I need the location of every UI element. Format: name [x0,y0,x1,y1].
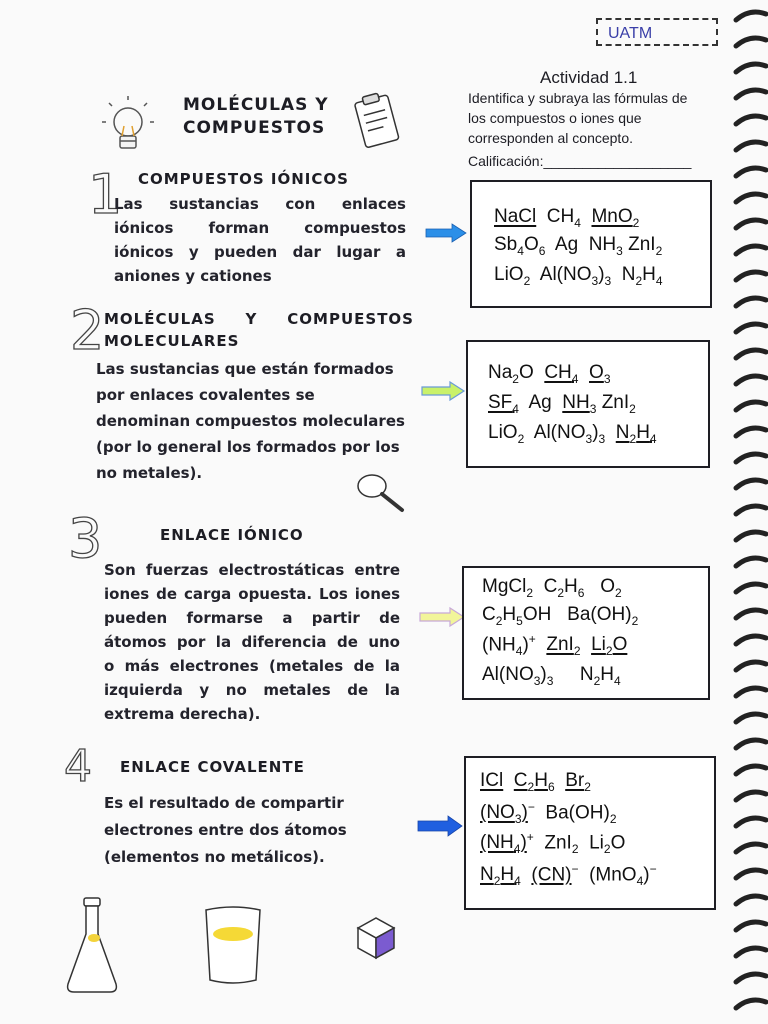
section-number: 1 [88,163,123,226]
spiral-coil [736,64,766,72]
body-line: Las sustancias que están formados [96,360,394,378]
section-title [104,308,414,352]
lightbulb-icon [100,96,156,162]
spiral-coil [736,636,766,644]
spiral-coil [736,298,766,306]
spiral-coil [736,922,766,930]
spiral-coil [736,844,766,852]
spiral-coil [736,740,766,748]
spiral-coil [736,870,766,878]
spiral-coil [736,688,766,696]
section-title: ENLACE IÓNICO [160,526,304,544]
body-line: Las sustancias con enlaces [114,195,406,213]
section-title-line: MOLECULARES [104,332,240,350]
formula-line: $(NO_3)^-$ $Ba(OH)_2$ [480,800,617,827]
body-line: Son fuerzas electrostáticas entre [104,561,400,579]
spiral-coil [736,402,766,410]
spiral-coil [736,818,766,826]
spiral-coil [736,792,766,800]
spiral-coil [736,350,766,358]
arrow-icon [418,606,466,628]
body-line: iones de carga opuesta. Los iones [104,585,400,603]
formula-line: $Al(NO_3)_3$ $N_2H_4$ [482,664,621,688]
corner-label: UATM [596,18,718,46]
spiral-coil [736,454,766,462]
formula-line: $N_2H_4$ (CN)− (MnO$_4$)− [480,862,657,889]
body-line: iónicos forman compuestos [114,219,406,237]
formula-line: $SF_4$ Ag $NH_3$ ZnI$_2$ [488,392,636,416]
spiral-coil [736,662,766,670]
formula-line: $(NH_4)^+$ ZnI$_2$ $Li_2O$ [482,632,628,659]
section-number: 4 [64,741,92,792]
spiral-coil [736,272,766,280]
body-line: Es el resultado de compartir [104,794,344,812]
activity-instruction-line: los compuestos o iones que [468,110,642,126]
arrow-icon [420,380,466,402]
spiral-coil [736,1000,766,1008]
formula-line: MgCl$_2$ $C_2H_6$ $O_2$ [482,576,622,600]
section-number: 2 [70,299,105,362]
main-title [183,94,329,140]
body-line: o más electrones (metales de la [104,657,400,675]
formula-box [464,756,716,910]
spiral-coil [736,974,766,982]
section-number: 3 [68,507,103,570]
spiral-coil [736,194,766,202]
spiral-coil [736,948,766,956]
formula-line: NaCl $CH_4$ MnO$_2$ [494,206,640,230]
beaker-icon [200,904,266,988]
spiral-coil [736,506,766,514]
body-line: electrones entre dos átomos [104,821,347,839]
spiral-coil [736,714,766,722]
formula-box [462,566,710,700]
body-line: iónicos y pueden dar lugar a [114,243,406,261]
section-title-line: MOLÉCULAS Y COMPUESTOS [104,310,414,328]
body-line: no metales). [96,464,203,482]
body-line: (por lo general los formados por los [96,438,400,456]
spiral-coil [736,116,766,124]
spiral-coil [736,610,766,618]
spiral-coil [736,532,766,540]
formula-line: $Na_2O$ $CH_4$ $O_3$ [488,362,611,386]
body-line: izquierda y no metales de la [104,681,400,699]
arrow-icon [424,222,468,244]
formula-line: $C_2H_5OH$ $Ba(OH)_2$ [482,604,639,628]
body-line: por enlaces covalentes se [96,386,315,404]
body-line: aniones y cationes [114,267,272,285]
spiral-coil [736,38,766,46]
formula-box [470,180,712,308]
main-title-line: COMPUESTOS [183,118,326,138]
body-line: pueden formarse a partir de [104,609,400,627]
spiral-coil [736,324,766,332]
body-line: denominan compuestos moleculares [96,412,405,430]
cube-icon [350,910,402,962]
main-title-line: MOLÉCULAS Y [183,95,329,115]
formula-line: ICl $C_2H_6$ $Br_2$ [480,770,591,794]
spiral-coil [736,246,766,254]
spiral-coil [736,558,766,566]
body-line: extrema derecha). [104,705,261,723]
formula-line: LiO$_2$ $Al(NO_3)_3$ $N_2H_4$ [488,422,657,446]
formula-line: $(NH_4)^+$ ZnI$_2$ $Li_2O$ [480,830,626,857]
spiral-binding [732,0,768,1024]
spiral-coil [736,12,766,20]
spiral-coil [736,168,766,176]
spiral-coil [736,766,766,774]
activity-title: Actividad 1.1 [540,68,638,87]
activity-instruction-line: Identifica y subraya las fórmulas de [468,90,688,106]
spiral-coil [736,584,766,592]
activity-instruction-line: corresponden al concepto. [468,130,633,146]
body-line: (elementos no metálicos). [104,848,325,866]
spiral-coil [736,896,766,904]
grade-field: Calificación:___________________ [468,153,692,169]
section-title: COMPUESTOS IÓNICOS [138,170,349,188]
arrow-icon [416,814,464,838]
section-body [114,192,406,288]
formula-line: $Sb_4O_6$ Ag $NH_3$ ZnI$_2$ [494,234,663,258]
body-line: átomos por la diferencia de uno [104,633,400,651]
spiral-coil [736,480,766,488]
section-body [104,558,400,726]
section-title: ENLACE COVALENTE [120,758,305,776]
section-body [96,356,416,486]
spiral-coil [736,428,766,436]
spiral-coil [736,90,766,98]
clipboard-icon [352,90,404,154]
magnifier-icon [352,470,410,518]
flask-icon [64,896,120,996]
section-body [104,790,404,871]
formula-line: LiO$_2$ $Al(NO_3)_3$ $N_2H_4$ [494,264,663,288]
spiral-coil [736,142,766,150]
formula-box [466,340,710,468]
spiral-coil [736,220,766,228]
spiral-coil [736,376,766,384]
